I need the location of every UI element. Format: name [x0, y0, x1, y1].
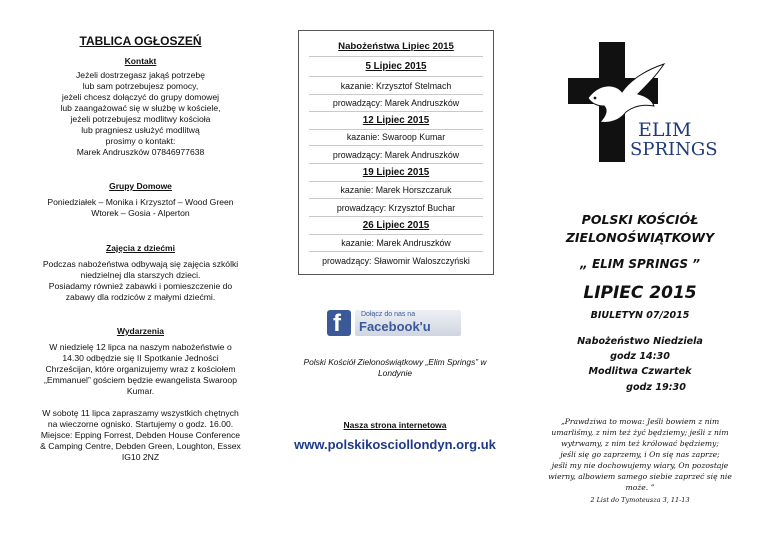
- schedule-title: Nabożeństwa Lipiec 2015: [338, 41, 454, 52]
- sunday-service-time: godz 14:30: [610, 351, 670, 362]
- bible-reference: 2 List do Tymoteusza 3, 11-13: [590, 496, 690, 504]
- events-text-2: W sobotę 11 lipca zapraszamy wszystkich chętnych na wieczorne ognisko. Startujemy o godz. 16.00. Miejsce: Epping Forrest, Debden House Conference & Camping Centre, Debden Green, Loughton, Essex IG10 2NZ: [40, 408, 241, 462]
- sunday-service-label: Nabożeństwo Niedziela: [577, 336, 703, 347]
- facebook-name-text: Facebook'u: [359, 319, 431, 334]
- divider: [309, 181, 483, 182]
- bible-quote: „Prawdziwa to mowa: Jeśli bowiem z nim umarliśmy, z nim też żyć będziemy; jeśli z nim wytrwamy, z nim też królować będziemy; jeśli się go zaprzemy, i On się nas zaprze; jeśli my nie dochowujemy wiary, On pozostaje wierny, albowiem samego siebie zaprzeć się nie może. ”: [548, 417, 732, 492]
- facebook-icon: f: [327, 310, 351, 336]
- divider: [309, 163, 483, 164]
- divider: [309, 216, 483, 217]
- divider: [309, 129, 483, 130]
- church-name-line3: „ ELIM SPRINGS ”: [580, 257, 700, 271]
- service-sermon-3: kazanie: Marek Horszczaruk: [340, 185, 452, 195]
- schedule-box: [298, 30, 494, 275]
- service-times: [525, 334, 755, 379]
- month-title: LIPIEC 2015: [583, 283, 697, 303]
- service-host-3: prowadzący: Krzysztof Buchar: [336, 203, 456, 213]
- divider: [309, 56, 483, 57]
- home-groups-heading: Grupy Domowe: [109, 181, 172, 191]
- events-heading: Wydarzenia: [116, 326, 165, 336]
- service-host-2: prowadzący: Marek Andruszków: [332, 150, 460, 160]
- website-link[interactable]: www.polskikosciollondyn.org.uk: [294, 437, 496, 452]
- service-host-1: prowadzący: Marek Andruszków: [332, 98, 460, 108]
- service-host-4: prowadzący: Sławomir Waloszczyński: [322, 256, 470, 266]
- contact-heading: Kontakt: [124, 56, 157, 66]
- thursday-prayer-time: godz 19:30: [626, 382, 686, 393]
- service-date-1: 5 Lipiec 2015: [365, 61, 427, 72]
- divider: [309, 234, 483, 235]
- church-name-line1: POLSKI KOŚCIÓŁ: [581, 212, 699, 227]
- divider: [309, 111, 483, 112]
- elim-springs-logo: [560, 40, 730, 165]
- divider: [309, 145, 483, 146]
- logo-springs-text: SPRINGS: [630, 139, 718, 160]
- contact-text: Jeżeli dostrzegasz jakąś potrzebę lub sam potrzebujesz pomocy, jeżeli chcesz dołączyć do grupy domowej lub zaangażować się w służbę w kościele, jeżeli potrzebujesz modlitwy kościoła lub pragniesz usłużyć modlitwą prosimy o kontakt: Marek Andruszków 07846977638: [60, 70, 221, 157]
- service-date-2: 12 Lipiec 2015: [362, 115, 430, 126]
- divider: [309, 94, 483, 95]
- service-sermon-2: kazanie: Swaroop Kumar: [346, 132, 446, 142]
- facebook-join-text: Dołącz do nas na: [361, 311, 416, 318]
- announcements-title: TABLICA OGŁOSZEŃ: [79, 34, 202, 48]
- divider: [309, 198, 483, 199]
- service-date-4: 26 Lipiec 2015: [362, 220, 430, 231]
- church-caption: Polski Kościół Zielonoświątkowy „Elim Springs” w Londynie: [303, 357, 487, 378]
- service-sermon-4: kazanie: Marek Andruszków: [341, 238, 451, 248]
- website-heading: Nasza strona internetowa: [343, 420, 447, 430]
- church-name-line2: ZIELONOŚWIĄTKOWY: [565, 230, 715, 245]
- kids-heading: Zajęcia z dziećmi: [106, 243, 175, 253]
- events-text-1: W niedzielę 12 lipca na naszym nabożeństwie o 14.30 odbędzie się II Spotkanie Jedności Chrześcijan, które organizujemy wraz z kościołem „Emmanuel” gościem będzie ewangelista Swaroop Kumar.: [44, 342, 237, 396]
- home-groups-text: Poniedziałek – Monika i Krzysztof – Wood Green Wtorek – Gosia - Alperton: [47, 197, 234, 218]
- facebook-banner[interactable]: [327, 310, 461, 336]
- divider: [309, 251, 483, 252]
- bulletin-number: BIULETYN 07/2015: [590, 310, 690, 321]
- thursday-prayer-label: Modlitwa Czwartek: [588, 366, 692, 377]
- divider: [309, 76, 483, 77]
- service-date-3: 19 Lipiec 2015: [362, 167, 430, 178]
- logo-elim-text: ELIM: [638, 119, 692, 141]
- kids-text: Podczas nabożeństwa odbywają się zajęcia szkólki niedzielnej dla starszych dzieci. Posiadamy również zabawki i pomieszczenie do zabawy dla rodziców z małymi dziećmi.: [42, 259, 239, 302]
- service-sermon-1: kazanie: Krzysztof Stelmach: [340, 81, 452, 91]
